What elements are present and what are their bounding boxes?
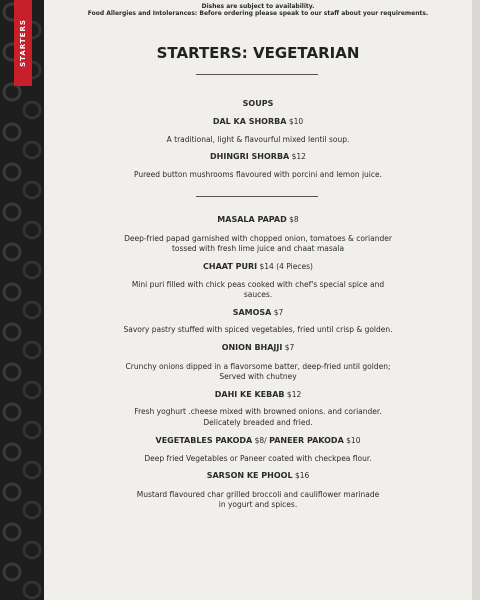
dish-name: SARSON KE PHOOL [206,471,293,480]
menu-item-title [44,308,472,318]
dish-description: A traditional, light & flavourful mixed lentil soup. [166,135,350,144]
dish-price: $8/ [254,436,267,445]
decorative-side-band [0,0,44,600]
dish-description: sauces. [243,290,273,299]
soups-heading: SOUPS [242,99,274,108]
dish-name: PANEER PAKODA [269,436,344,445]
dish-price: $8 [289,215,299,224]
menu-item-title [44,117,472,127]
section-side-tab [14,0,32,86]
dish-price: $14 (4 Pieces) [259,262,313,271]
dish-description: in yogurt and spices. [218,500,298,509]
dish-price: $12 [291,152,306,161]
dish-name: SAMOSA [232,308,272,317]
menu-item-title [44,152,472,162]
page-title: STARTERS: VEGETARIAN [156,44,360,62]
dish-description: Deep fried Vegetables or Paneer coated with checkpea flour. [144,454,372,463]
dish-price: $7 [284,343,295,352]
dish-description: Deep-fried papad garnished with chopped onion, tomatoes & coriander [124,234,392,243]
dish-description: Crunchy onions dipped in a flavorsome batter, deep-fried until golden; [125,362,391,371]
page-edge [472,0,480,600]
menu-item-title [44,390,472,400]
dish-name: DAHI KE KEBAB [214,390,285,399]
dish-description: Fresh yoghurt .cheese mixed with browned onions. and coriander. [134,407,382,416]
menu-item-title [44,262,472,272]
dish-description: Mustard flavoured char grilled broccoli and cauliflower marinade [136,490,380,499]
dish-price: $10 [288,117,304,126]
dish-name: DAL KA SHORBA [212,117,287,126]
section-side-tab-label: STARTERS [19,19,28,67]
notice-line-1: Dishes are subject to availability. [201,3,315,10]
dish-price: $7 [273,308,284,317]
notice-line-2: Food Allergies and Intolerances: Before ordering please speak to our staff about your requirements. [87,10,429,17]
divider [196,196,318,197]
menu-item-title [44,215,472,225]
menu-item-title [44,471,472,481]
divider [196,74,318,75]
dish-price: $10 [346,436,361,445]
dish-description: Served with chutney [219,372,297,381]
dish-description: Mini puri filled with chick peas cooked with chef's special spice and [131,280,385,289]
menu-item-title [44,436,472,446]
dish-description: tossed with fresh lime juice and chaat masala [171,244,345,253]
availability-notice [44,3,472,17]
menu-page [44,0,472,600]
dish-price: $12 [286,390,302,399]
dish-description: Savory pastry stuffed with spiced vegetables, fried until crisp & golden. [123,325,393,334]
dish-description: Pureed button mushrooms flavoured with porcini and lemon juice. [133,170,382,179]
dish-name: DHINGRI SHORBA [210,152,290,161]
dish-name: ONION BHAJJI [221,343,283,352]
dish-name: VEGETABLES PAKODA [155,436,253,445]
dish-description: Delicately breaded and fried. [203,418,313,427]
menu-item-title [44,343,472,353]
dish-name: MASALA PAPAD [217,215,287,224]
dish-price: $16 [294,471,310,480]
dish-name: CHAAT PURI [203,262,258,271]
